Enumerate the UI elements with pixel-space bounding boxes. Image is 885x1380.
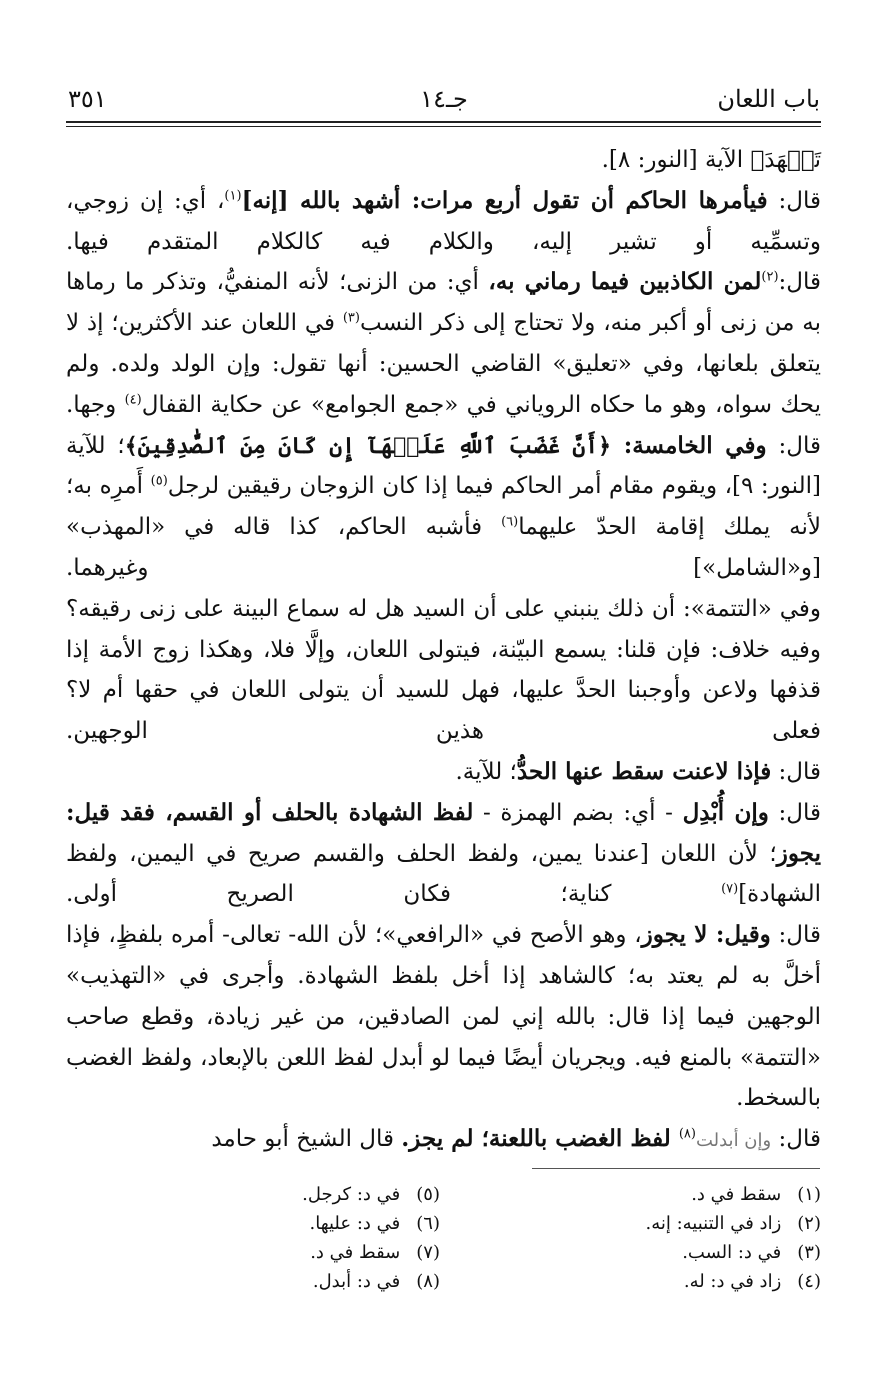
footnote-ref: (١) <box>224 188 242 204</box>
matn-text: لفظ الغضب باللعنة؛ لم يجز. <box>401 1125 679 1153</box>
volume-label: جـ١٤ <box>420 85 468 113</box>
footnote-number: (٥) <box>416 1184 440 1205</box>
text-run: وفي «التتمة»: أن ذلك ينبني على أن السيد هل له سماع البينة على زنى رقيقه؟ وفيه خلاف: فإن قلنا: يسمع البيّنة، فيتولى اللعان، وإلَّا فلا، وهكذا زوج الأمة إذا قذفها ولاعن وأوجبنا الحدَّ عليها، فهل للسيد أن يتولى اللعان في حقها أم لا؟ فعلى هذين الوجهين. <box>66 595 821 745</box>
footnote-text: سقط في د. <box>310 1242 401 1263</box>
footnote-number: (٢) <box>797 1213 821 1234</box>
footnote-ref: (٢) <box>761 269 779 285</box>
main-text <box>66 140 821 1162</box>
matn-text: وفي الخامسة: <box>611 431 767 459</box>
matn-text: وقيل: لا يجوز <box>641 921 771 949</box>
footnote-number: (٣) <box>797 1242 821 1263</box>
matn-text: لمن الكاذبين فيما رماني به، <box>488 268 762 296</box>
footnote-text: في د: كرجل. <box>302 1184 401 1205</box>
text-run: ، وهو الأصح في «الرافعي»؛ لأن الله- تعالى- أمره بلفظٍ، فإذا أخلَّ به لم يعتد به؛ كالشاهد إذا أخل بلفظ الشهادة. وأجرى في «التهذيب» الوجهين فيما إذا قال: بالله إني لمن الصادقين، من غير زيادة، وقطع صاحب «التتمة» بالمنع فيه. ويجريان أيضًا فيما لو أبدل لفظ اللعن بالإبعاد، ولفظ الغضب بالسخط. <box>66 922 821 1112</box>
paragraph <box>66 262 821 425</box>
text-run: - أي: بضم الهمزة - <box>473 799 683 826</box>
text-run: قال: <box>767 187 821 214</box>
page-number: ٣٥١ <box>68 85 107 113</box>
text-run: وجها. <box>66 391 125 418</box>
paragraph <box>66 181 821 263</box>
text-run: قال: <box>771 1126 821 1153</box>
paragraph <box>66 140 821 181</box>
paragraph <box>66 752 821 793</box>
matn-text: وإن أُبْدِل <box>682 798 769 826</box>
footnote-text: في د: عليها. <box>309 1213 401 1234</box>
header-rule <box>66 121 821 123</box>
footnote-text: سقط في د. <box>691 1184 782 1205</box>
text-run: ؛ للآية. <box>455 758 517 785</box>
matn-text: فإذا لاعنت سقط عنها الحدُّ <box>516 757 772 785</box>
page-header <box>68 82 820 118</box>
footnote-text: زاد في د: له. <box>683 1271 782 1292</box>
text-run: قال: <box>768 799 821 826</box>
footnote-ref: (٥) <box>150 473 168 489</box>
footnotes-column-left <box>110 1180 440 1296</box>
footnote-number: (٤) <box>797 1271 821 1292</box>
matn-text: لفظ الشهادة بالحلف أو القسم، فقد قيل: يجوز <box>66 798 821 867</box>
footnote-text: في د: السب. <box>682 1242 782 1263</box>
text-run: قال: <box>778 269 822 296</box>
text-run: ، أي: إن زوجي، وتسمِّيه أو تشير إليه، والكلام فيه كالكلام المتقدم فيها. <box>66 187 821 255</box>
text-run: قال: <box>771 758 821 785</box>
text-run: قال: <box>770 922 821 949</box>
text-run: ؛ للآية [النور: ٩]، ويقوم مقام أمر الحاكم فيما إذا كان الزوجان رقيقين لرجل <box>66 432 821 500</box>
footnotes-column-right <box>491 1180 821 1296</box>
text-run: قال الشيخ أبو حامد <box>211 1126 402 1153</box>
footnote-item <box>110 1267 440 1296</box>
footnote-separator <box>532 1168 820 1169</box>
text-run: أَمرِه به؛ لأنه يملك إقامة الحدّ عليهما <box>66 473 821 541</box>
footnote-ref: (٦) <box>501 514 519 530</box>
footnote-item <box>491 1238 821 1267</box>
footnote-number: (٨) <box>416 1271 440 1292</box>
footnote-item <box>110 1180 440 1209</box>
text-run: في اللعان عند الأكثرين؛ إذ لا يتعلق بلعانها، وفي «تعليق» القاضي الحسين: أنها تقول: وإن الولد ولده. ولم يحك سواه، وهو ما حكاه الروياني في «جمع الجوامع» عن حكاية القفال <box>66 310 821 418</box>
footnote-number: (٦) <box>416 1213 440 1234</box>
footnote-item <box>110 1209 440 1238</box>
text-run: قال: <box>766 432 821 459</box>
paragraph <box>66 915 821 1119</box>
footnote-item <box>491 1267 821 1296</box>
footnote-ref: (٧) <box>721 881 739 897</box>
footnote-item <box>491 1209 821 1238</box>
footnote-text: في د: أبدل. <box>312 1271 401 1292</box>
footnote-ref: (٣) <box>342 310 360 326</box>
paragraph <box>66 1119 821 1162</box>
footnote-ref: (٨) <box>678 1126 696 1142</box>
footnote-ref: (٤) <box>124 392 142 408</box>
quran-verse: ﴿أَنَّ غَضَبَ ٱللَّهِ عَلَيۡهَآ إِن كَانَ مِنَ ٱلصَّٰدِقِينَ﴾ <box>124 432 612 459</box>
footnote-number: (١) <box>797 1184 821 1205</box>
paragraph <box>66 426 821 589</box>
text-run: ؛ لأن اللعان [عندنا يمين، ولفظ الحلف والقسم صريح في اليمين، ولفظ الشهادة] <box>66 840 821 908</box>
paragraph <box>66 793 821 915</box>
footnote-number: (٧) <box>416 1242 440 1263</box>
text-run: فأشبه الحاكم، كذا قاله في «المهذب» [و«الشامل»] وغيرهما. <box>66 514 821 581</box>
header-rule-thin <box>66 126 821 127</box>
text-run: تَشۡهَدَ﴾ الآية [النور: ٨]. <box>601 147 821 173</box>
matn-text: فيأمرها الحاكم أن تقول أربع مرات: أشهد بالله [إنه] <box>241 186 768 214</box>
footnote-text: زاد في التنبيه: إنه. <box>645 1213 782 1234</box>
text-run: أي: من الزنى؛ لأنه المنفيُّ، وتذكر ما رماها به من زنى أو أكبر منه، ولا تحتاج إلى ذكر النسب <box>66 269 821 337</box>
footnote-item <box>110 1238 440 1267</box>
paragraph <box>66 589 821 752</box>
footnote-item <box>491 1180 821 1209</box>
text-run: كناية؛ فكان الصريح أولى. <box>66 881 722 908</box>
chapter-title: باب اللعان <box>717 85 820 113</box>
faded-text: وإن أبدلت <box>695 1130 772 1152</box>
